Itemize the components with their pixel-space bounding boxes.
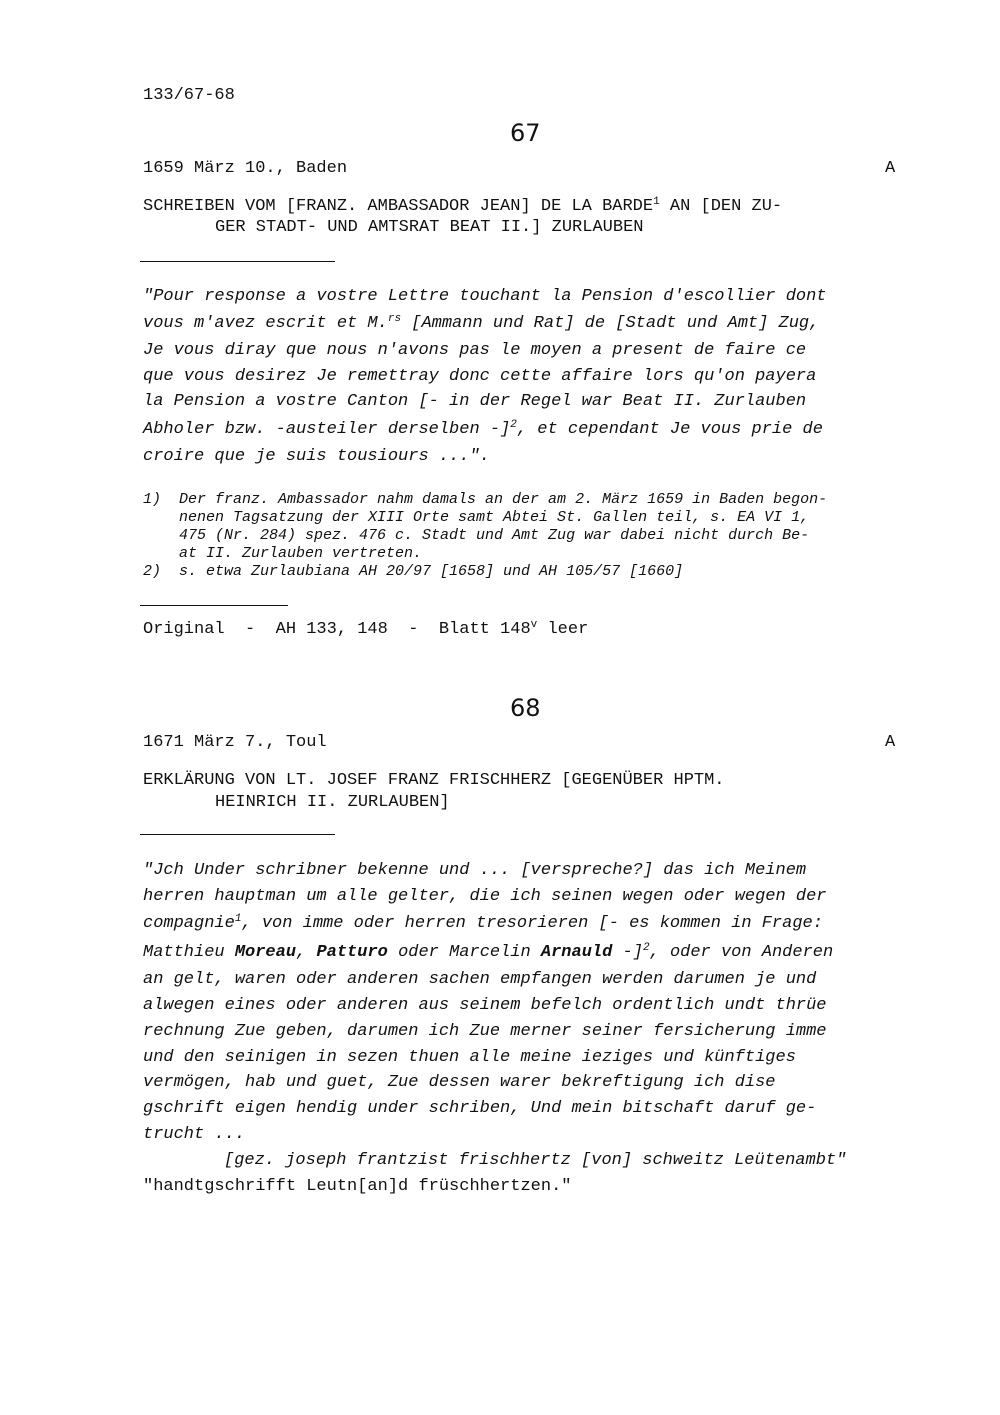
- footnote-line: nenen Tagsatzung der XIII Orte samt Abtei St. Gallen teil, s. EA VI 1,: [179, 509, 810, 526]
- doc68-title-line2: HEINRICH II. ZURLAUBEN]: [215, 793, 450, 812]
- name-bold: Moreau: [234, 943, 297, 962]
- footnote-marker: 2): [143, 563, 162, 580]
- document-number-67: 67: [510, 119, 541, 147]
- handwriting-note: "handtgschrifft Leutn[an]d früschhertzen.": [143, 1177, 572, 1196]
- superscript: v: [530, 619, 538, 631]
- footnote-line: at II. Zurlauben vertreten.: [179, 545, 423, 562]
- doc67-title-line2: GER STADT- UND AMTSRAT BEAT II.] ZURLAUBEN: [215, 218, 644, 237]
- document-number-68: 68: [510, 694, 541, 722]
- quote-line: trucht ...: [143, 1125, 246, 1144]
- quote-line: croire que je suis tousiours ...".: [143, 447, 490, 466]
- doc67-title-line1: SCHREIBEN VOM [FRANZ. AMBASSADOR JEAN] DE LA BARDE$^1$ AN [DEN ZU-: [143, 196, 783, 216]
- quote-line: und den seinigen in sezen thuen alle meine ieziges und künftiges: [143, 1048, 796, 1067]
- quote-line: Abholer bzw. -austeiler derselben -]$^2$, et cependant Je vous prie de: [143, 419, 823, 439]
- doc68-title-line1: ERKLÄRUNG VON LT. JOSEF FRANZ FRISCHHERZ [GEGENÜBER HPTM.: [143, 771, 725, 790]
- quote-line: an gelt, waren oder anderen sachen empfangen werden darumen je und: [143, 970, 817, 989]
- page-reference: 133/67-68: [143, 86, 235, 105]
- quote-line: la Pension a vostre Canton [- in der Regel war Beat II. Zurlauben: [143, 392, 807, 411]
- footnote-ref: 1: [234, 913, 242, 925]
- footnote-line: 475 (Nr. 284) spez. 476 c. Stadt und Amt Zug war dabei nicht durch Be-: [179, 527, 810, 544]
- name-bold: Arnauld: [540, 943, 613, 962]
- quote-line: vermögen, hab und guet, Zue dessen warer bekreftigung ich dise: [143, 1073, 776, 1092]
- name-bold: Patturo: [316, 943, 388, 962]
- title-divider: [140, 834, 335, 835]
- quote-line: "Jch Under schribner bekenne und ... [verspreche?] das ich Meinem: [143, 861, 807, 880]
- quote-line: Je vous diray que nous n'avons pas le moyen a present de faire ce: [143, 341, 807, 360]
- quote-line: alwegen eines oder anderen aus seinem befelch ordentlich undt thrüe: [143, 996, 827, 1015]
- footnote-marker: 1): [143, 491, 162, 508]
- quote-line: gschrift eigen hendig under schriben, Und mein bitschaft daruf ge-: [143, 1099, 817, 1118]
- quote-line: rechnung Zue geben, darumen ich Zue merner seiner fersicherung imme: [143, 1022, 827, 1041]
- quote-line: herren hauptman um alle gelter, die ich seinen wegen oder wegen der: [143, 887, 827, 906]
- title-divider: [140, 261, 335, 262]
- quote-line: vous m'avez escrit et M.$^{rs}$ [Ammann und Rat] de [Stadt und Amt] Zug,: [143, 313, 820, 333]
- quote-line: compagnie$^1$, von imme oder herren tresorieren [- es kommen in Frage:: [143, 913, 823, 933]
- doc68-date-place: 1671 März 7., Toul: [143, 733, 327, 752]
- footnote-ref: 2: [642, 942, 650, 954]
- footnote-ref: 1: [653, 196, 660, 208]
- footnote-line: s. etwa Zurlaubiana AH 20/97 [1658] und AH 105/57 [1660]: [179, 563, 684, 580]
- source-divider: [140, 605, 288, 606]
- quote-line: que vous desirez Je remettray donc cette affaire lors qu'on payera: [143, 367, 817, 386]
- footnote-ref: 2: [510, 419, 517, 431]
- quote-line: "Pour response a vostre Lettre touchant la Pension d'escollier dont: [143, 287, 827, 306]
- signature-line: [gez. joseph frantzist frischhertz [von] schweitz Leütenambt": [224, 1151, 847, 1170]
- quote-line: Matthieu Moreau, Patturo oder Marcelin Arnauld -]$^2$, oder von Anderen: [143, 942, 834, 962]
- doc67-date-place: 1659 März 10., Baden: [143, 159, 348, 178]
- doc68-mark: A: [885, 733, 896, 752]
- footnote-line: Der franz. Ambassador nahm damals an der am 2. März 1659 in Baden begon-: [179, 491, 828, 508]
- doc67-source: Original - AH 133, 148 - Blatt 148$^v$ leer: [143, 619, 589, 639]
- doc67-mark: A: [885, 159, 896, 178]
- superscript: rs: [387, 313, 402, 325]
